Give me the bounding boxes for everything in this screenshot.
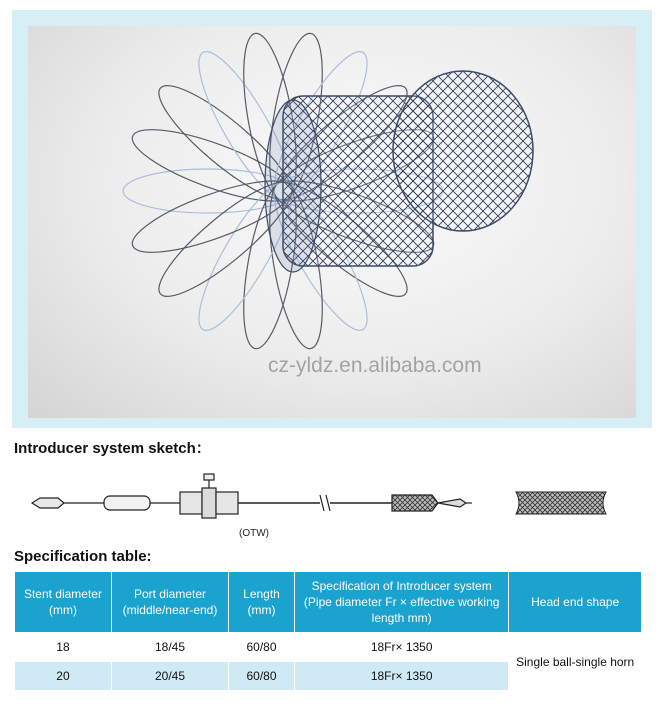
watermark-text: cz-yldz.en.alibaba.com <box>268 354 482 377</box>
valve-body <box>180 492 202 514</box>
stent-body <box>265 71 533 272</box>
cell-port-diameter: 18/45 <box>111 633 228 662</box>
col-head-end-shape: Head end shape <box>509 572 642 633</box>
product-photo-frame <box>12 10 652 428</box>
col-stent-diameter: Stent diameter (mm) <box>15 572 112 633</box>
cell-stent-diameter: 20 <box>15 662 112 691</box>
handle-tip <box>32 498 64 508</box>
spec-header-row <box>15 572 642 633</box>
capsule <box>392 495 438 511</box>
cell-head-end-shape: Single ball-single horn <box>509 633 642 691</box>
sketch-caption: (OTW) <box>239 528 269 539</box>
col-introducer-spec: Specification of Introducer system (Pipe diameter Fr × effective working length mm) <box>294 572 508 633</box>
col-length: Length (mm) <box>229 572 295 633</box>
introducer-sketch <box>20 470 630 530</box>
table-row <box>15 633 642 662</box>
stent-photo <box>28 26 636 418</box>
deployed-stent-sketch <box>516 492 606 514</box>
cell-length: 60/80 <box>229 662 295 691</box>
sketch-heading: Introducer system sketch： <box>14 440 211 457</box>
spec-heading: Specification table: <box>14 548 152 565</box>
spec-table <box>14 571 642 691</box>
cell-introducer-spec: 18Fr× 1350 <box>294 662 508 691</box>
col-port-diameter: Port diameter (middle/near-end) <box>111 572 228 633</box>
cell-introducer-spec: 18Fr× 1350 <box>294 633 508 662</box>
grip <box>104 496 150 510</box>
cell-stent-diameter: 18 <box>15 633 112 662</box>
cell-port-diameter: 20/45 <box>111 662 228 691</box>
cell-length: 60/80 <box>229 633 295 662</box>
